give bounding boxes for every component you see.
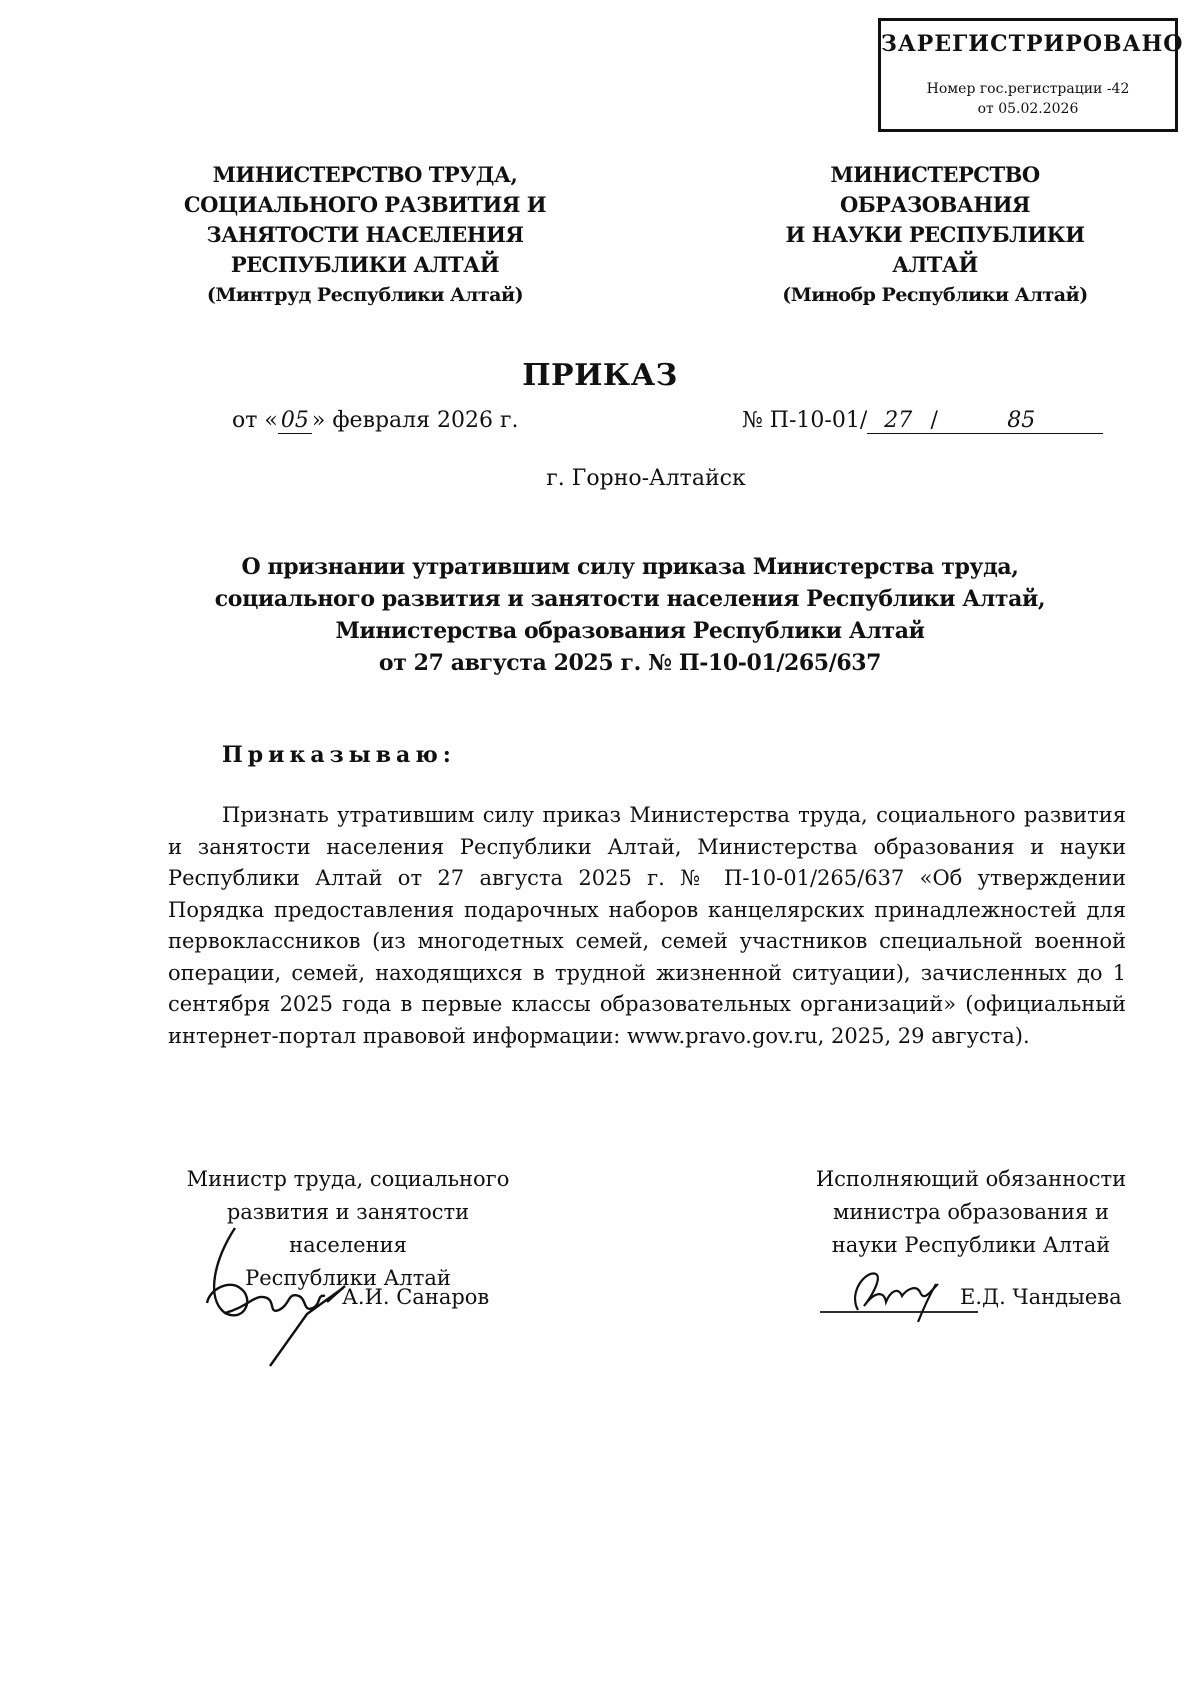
city-text: г. Горно-Алтайск — [546, 466, 746, 491]
issuer-left-line4: РЕСПУБЛИКИ АЛТАЙ — [230, 252, 500, 277]
subject-line3: Министерства образования Республики Алтай — [335, 618, 925, 644]
subject-line4: от 27 августа 2025 г. № П-10-01/265/637 — [378, 650, 882, 676]
date-prefix: от « — [232, 408, 278, 433]
signatory-right-line1: Исполняющий обязанности — [815, 1167, 1127, 1191]
order-body: Признать утратившим силу приказ Министерства труда, социального развития и занятости населения Республики Алтай, Министерства образования и науки Республики Алтай от 27 августа 2025 г. № П-10-01/265/637 «Об утверждении Порядка предоставления подарочных наборов канцелярских принадлежностей для первоклассников (из многодетных семей, семей участников специальной военной операции, семей, находящихся в трудной жизненной ситуации), зачисленных до 1 сентября 2025 года в первые классы образовательных организаций» (официальный интернет-портал правовой информации: www.pravo.gov.ru, 2025, 29 августа). — [168, 803, 1126, 1048]
stamp-reg-number: Номер гос.регистрации -42 — [926, 81, 1130, 97]
issuer-right-line2: И НАУКИ РЕСПУБЛИКИ АЛТАЙ — [785, 222, 1085, 277]
number-prefix: № П-10-01/ — [742, 408, 868, 433]
order-word: Приказываю: — [222, 742, 456, 768]
city — [0, 466, 1200, 491]
signatory-left-line2: развития и занятости населения — [226, 1200, 470, 1257]
order-subject — [200, 551, 1060, 679]
issuer-left-line1: МИНИСТЕРСТВО ТРУДА, — [212, 162, 518, 187]
order-number — [742, 408, 1103, 434]
issuer-right-short: (Минобр Республики Алтай) — [782, 284, 1088, 306]
signatory-right-name: Е.Д. Чандыева — [960, 1285, 1122, 1309]
subject-line1: О признании утратившим силу приказа Министерства труда, — [241, 554, 1019, 580]
signatory-right-line2: министра образования и — [833, 1200, 1109, 1224]
issuer-left-line3: ЗАНЯТОСТИ НАСЕЛЕНИЯ — [206, 222, 524, 247]
issuer-left-short: (Минтруд Республики Алтай) — [206, 284, 524, 306]
order-date — [232, 408, 519, 434]
number-separator: / — [930, 408, 938, 433]
number-part2-handwritten: 85 — [939, 408, 1103, 434]
issuer-left-line2: СОЦИАЛЬНОГО РАЗВИТИЯ И — [183, 192, 547, 217]
date-day-handwritten: 05 — [278, 408, 312, 434]
subject-line2: социального развития и занятости населения Республики Алтай, — [214, 586, 1046, 612]
issuer-right — [740, 160, 1130, 310]
signature-right-icon — [818, 1262, 978, 1332]
number-part1-handwritten: 27 — [867, 408, 929, 434]
signatory-right-line3: науки Республики Алтай — [831, 1233, 1111, 1257]
signatory-right — [812, 1163, 1130, 1262]
stamp-title: ЗАРЕГИСТРИРОВАНО — [881, 31, 1184, 57]
signature-left-icon — [195, 1218, 365, 1368]
issuer-right-line1: МИНИСТЕРСТВО ОБРАЗОВАНИЯ — [830, 162, 1040, 217]
document-title: ПРИКАЗ — [522, 358, 678, 393]
signatory-left-line3: Республики Алтай — [245, 1266, 451, 1290]
stamp-reg-date: от 05.02.2026 — [977, 101, 1079, 117]
date-suffix: » февраля 2026 г. — [311, 408, 519, 433]
issuer-left — [170, 160, 560, 310]
signatory-left-line1: Министр труда, социального — [186, 1167, 510, 1191]
signatory-left-name: А.И. Санаров — [342, 1285, 490, 1309]
registration-stamp — [878, 18, 1184, 132]
